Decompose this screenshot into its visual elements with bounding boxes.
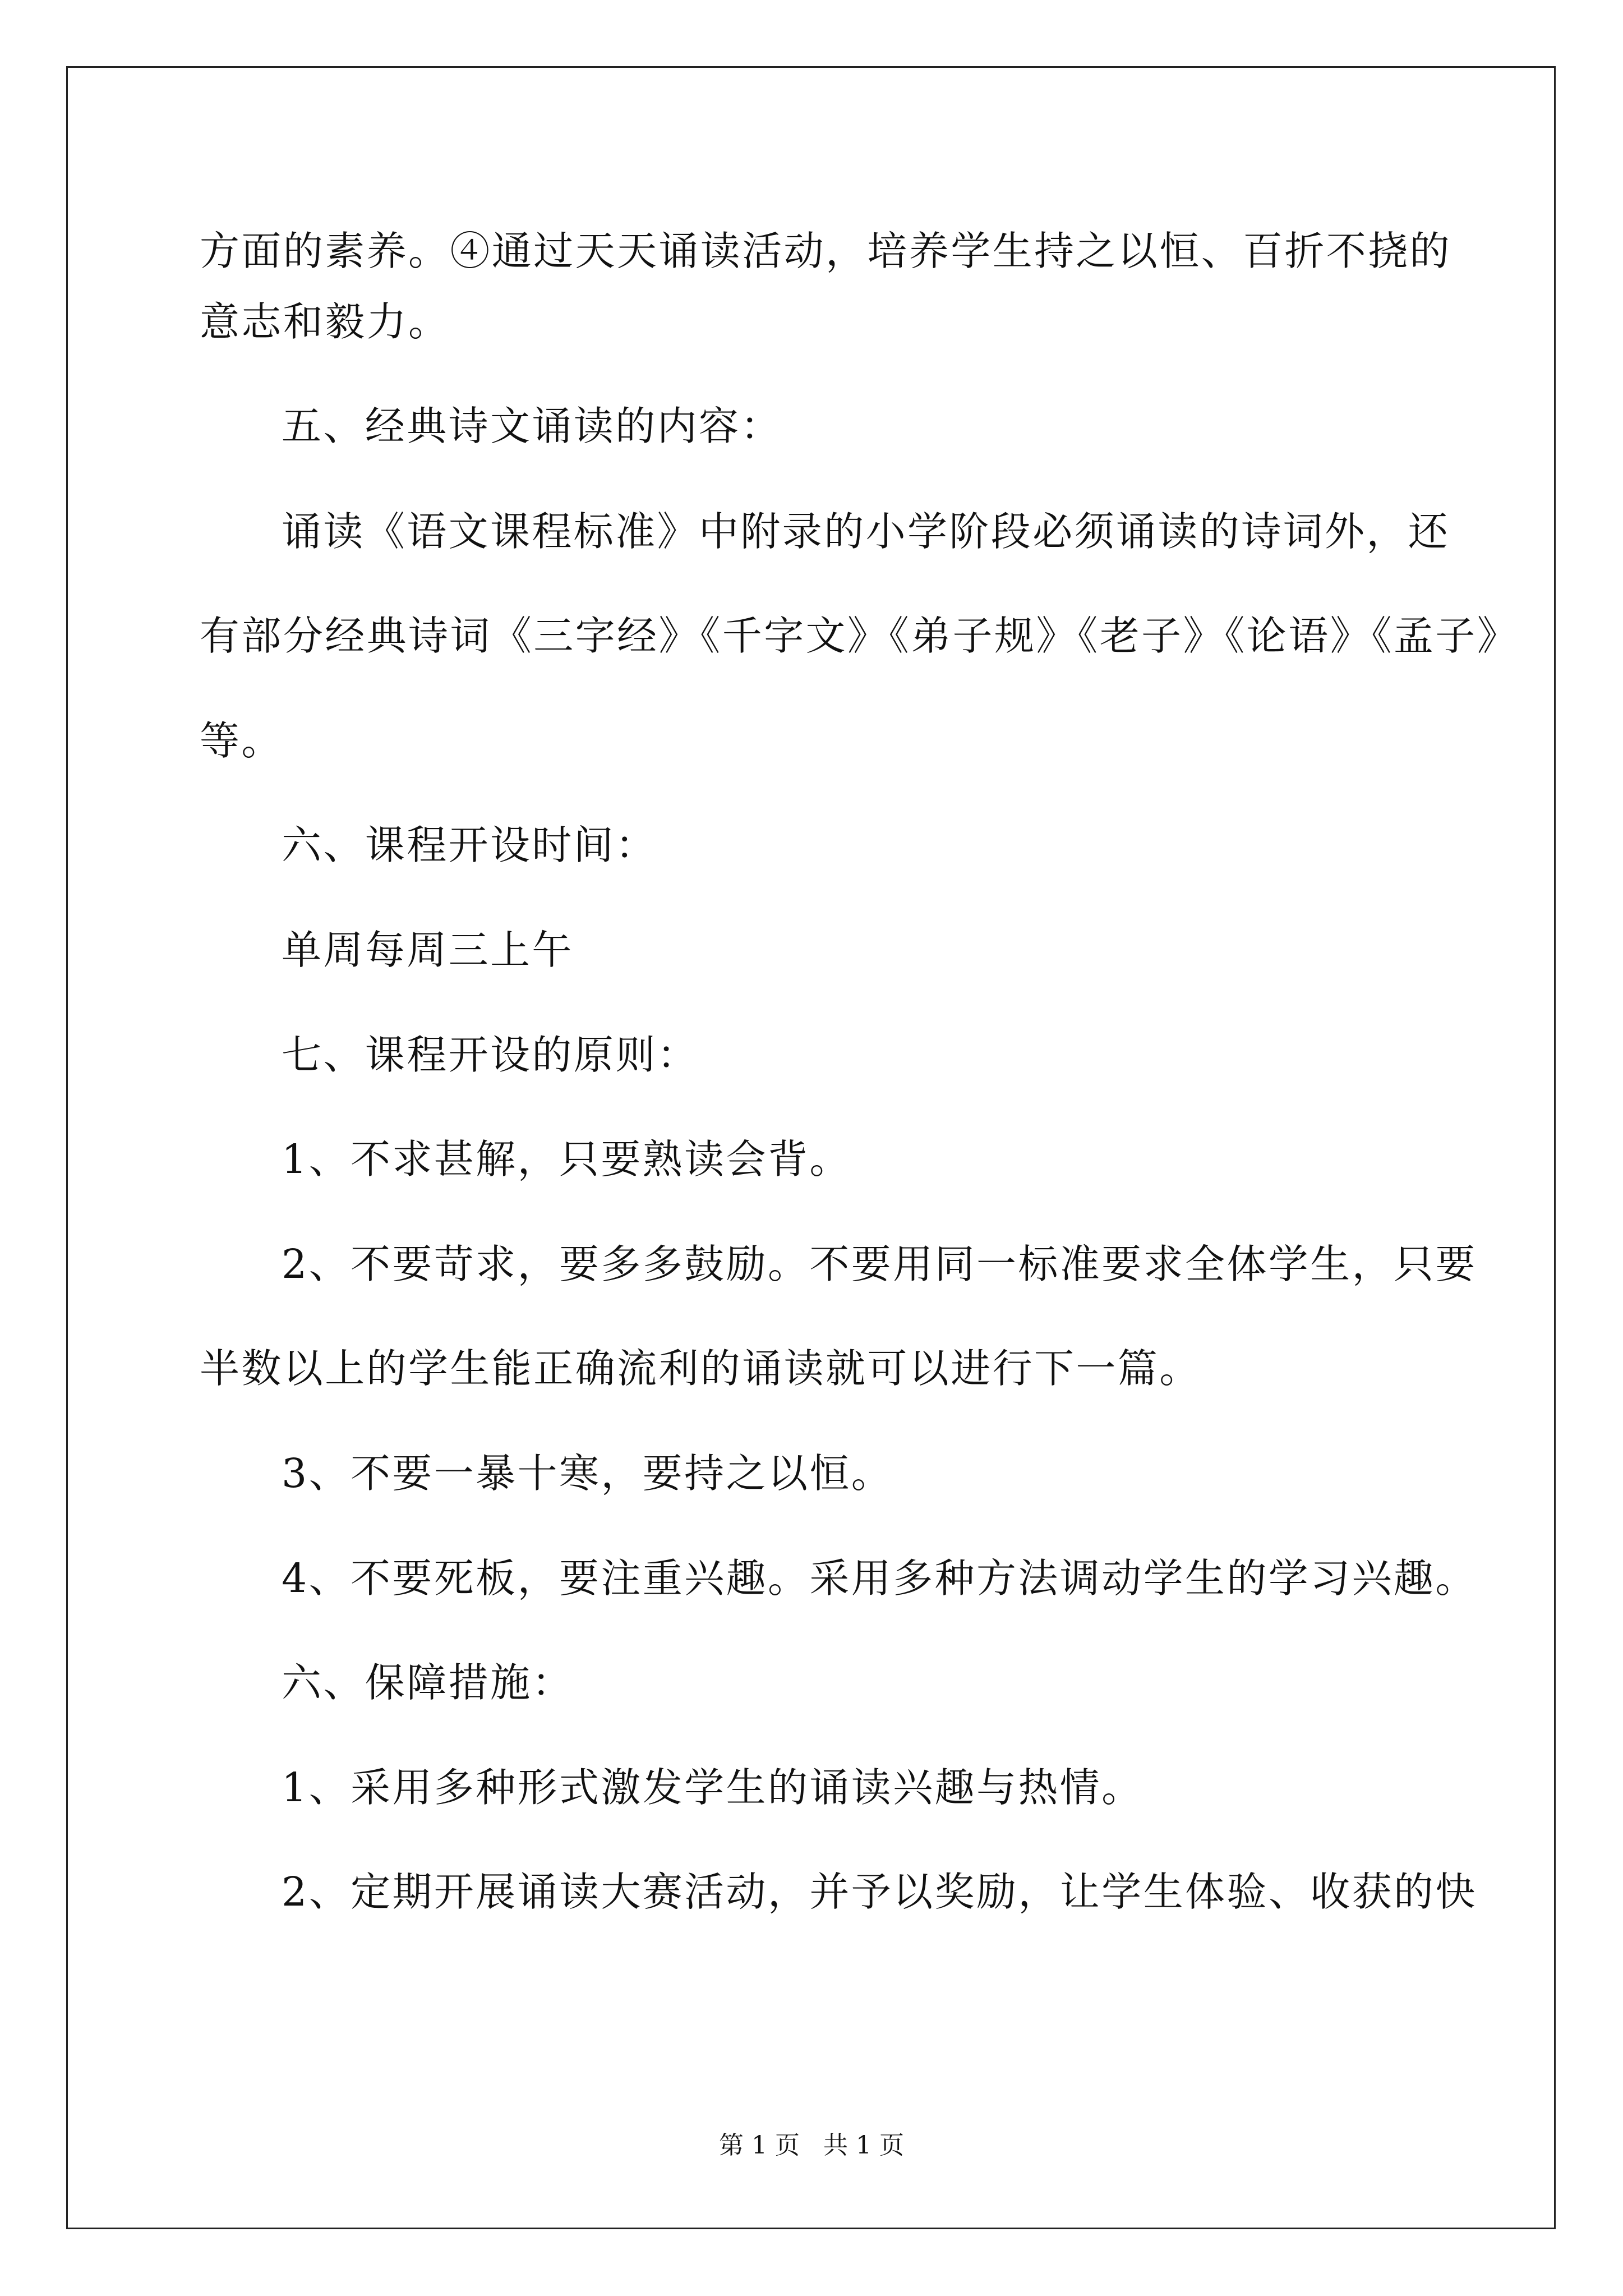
- section-heading-6b: 六、保障措施：: [282, 1659, 574, 1706]
- measure-item-1: 1、采用多种形式激发学生的诵读兴趣与热情。: [282, 1764, 1144, 1811]
- list-item-1: 1、不求甚解，只要熟读会背。: [282, 1136, 851, 1182]
- section-heading-5: 五、经典诗文诵读的内容：: [282, 403, 782, 449]
- page-number-footer: 第 1 页 共 1 页: [719, 2131, 904, 2160]
- list-item-3: 3、不要一暴十寒，要持之以恒。: [282, 1450, 893, 1497]
- paragraph-line-1: 方面的素养。④通过天天诵读活动，培养学生持之以恒、百折不挠的: [200, 228, 1452, 274]
- measure-item-2: 2、定期开展诵读大赛活动，并予以奖励，让学生体验、收获的快: [282, 1869, 1477, 1915]
- paragraph-line-4: 有部分经典诗词《三字经》《千字文》《弟子规》《老子》《论语》《孟子》: [200, 613, 1519, 659]
- paragraph-line-5: 等。: [200, 717, 283, 764]
- list-item-4: 4、不要死板，要注重兴趣。采用多种方法调动学生的学习兴趣。: [282, 1555, 1477, 1602]
- section-heading-6: 六、课程开设时间：: [282, 822, 657, 868]
- section-heading-7: 七、课程开设的原则：: [282, 1032, 699, 1078]
- list-item-2-continued: 半数以上的学生能正确流利的诵读就可以进行下一篇。: [200, 1345, 1201, 1392]
- paragraph-line-6: 单周每周三上午: [282, 927, 574, 973]
- list-item-2: 2、不要苛求，要多多鼓励。不要用同一标准要求全体学生，只要: [282, 1241, 1477, 1287]
- paragraph-line-3: 诵读《语文课程标准》中附录的小学阶段必须诵读的诗词外，还: [282, 508, 1450, 555]
- paragraph-line-2: 意志和毅力。: [200, 298, 450, 345]
